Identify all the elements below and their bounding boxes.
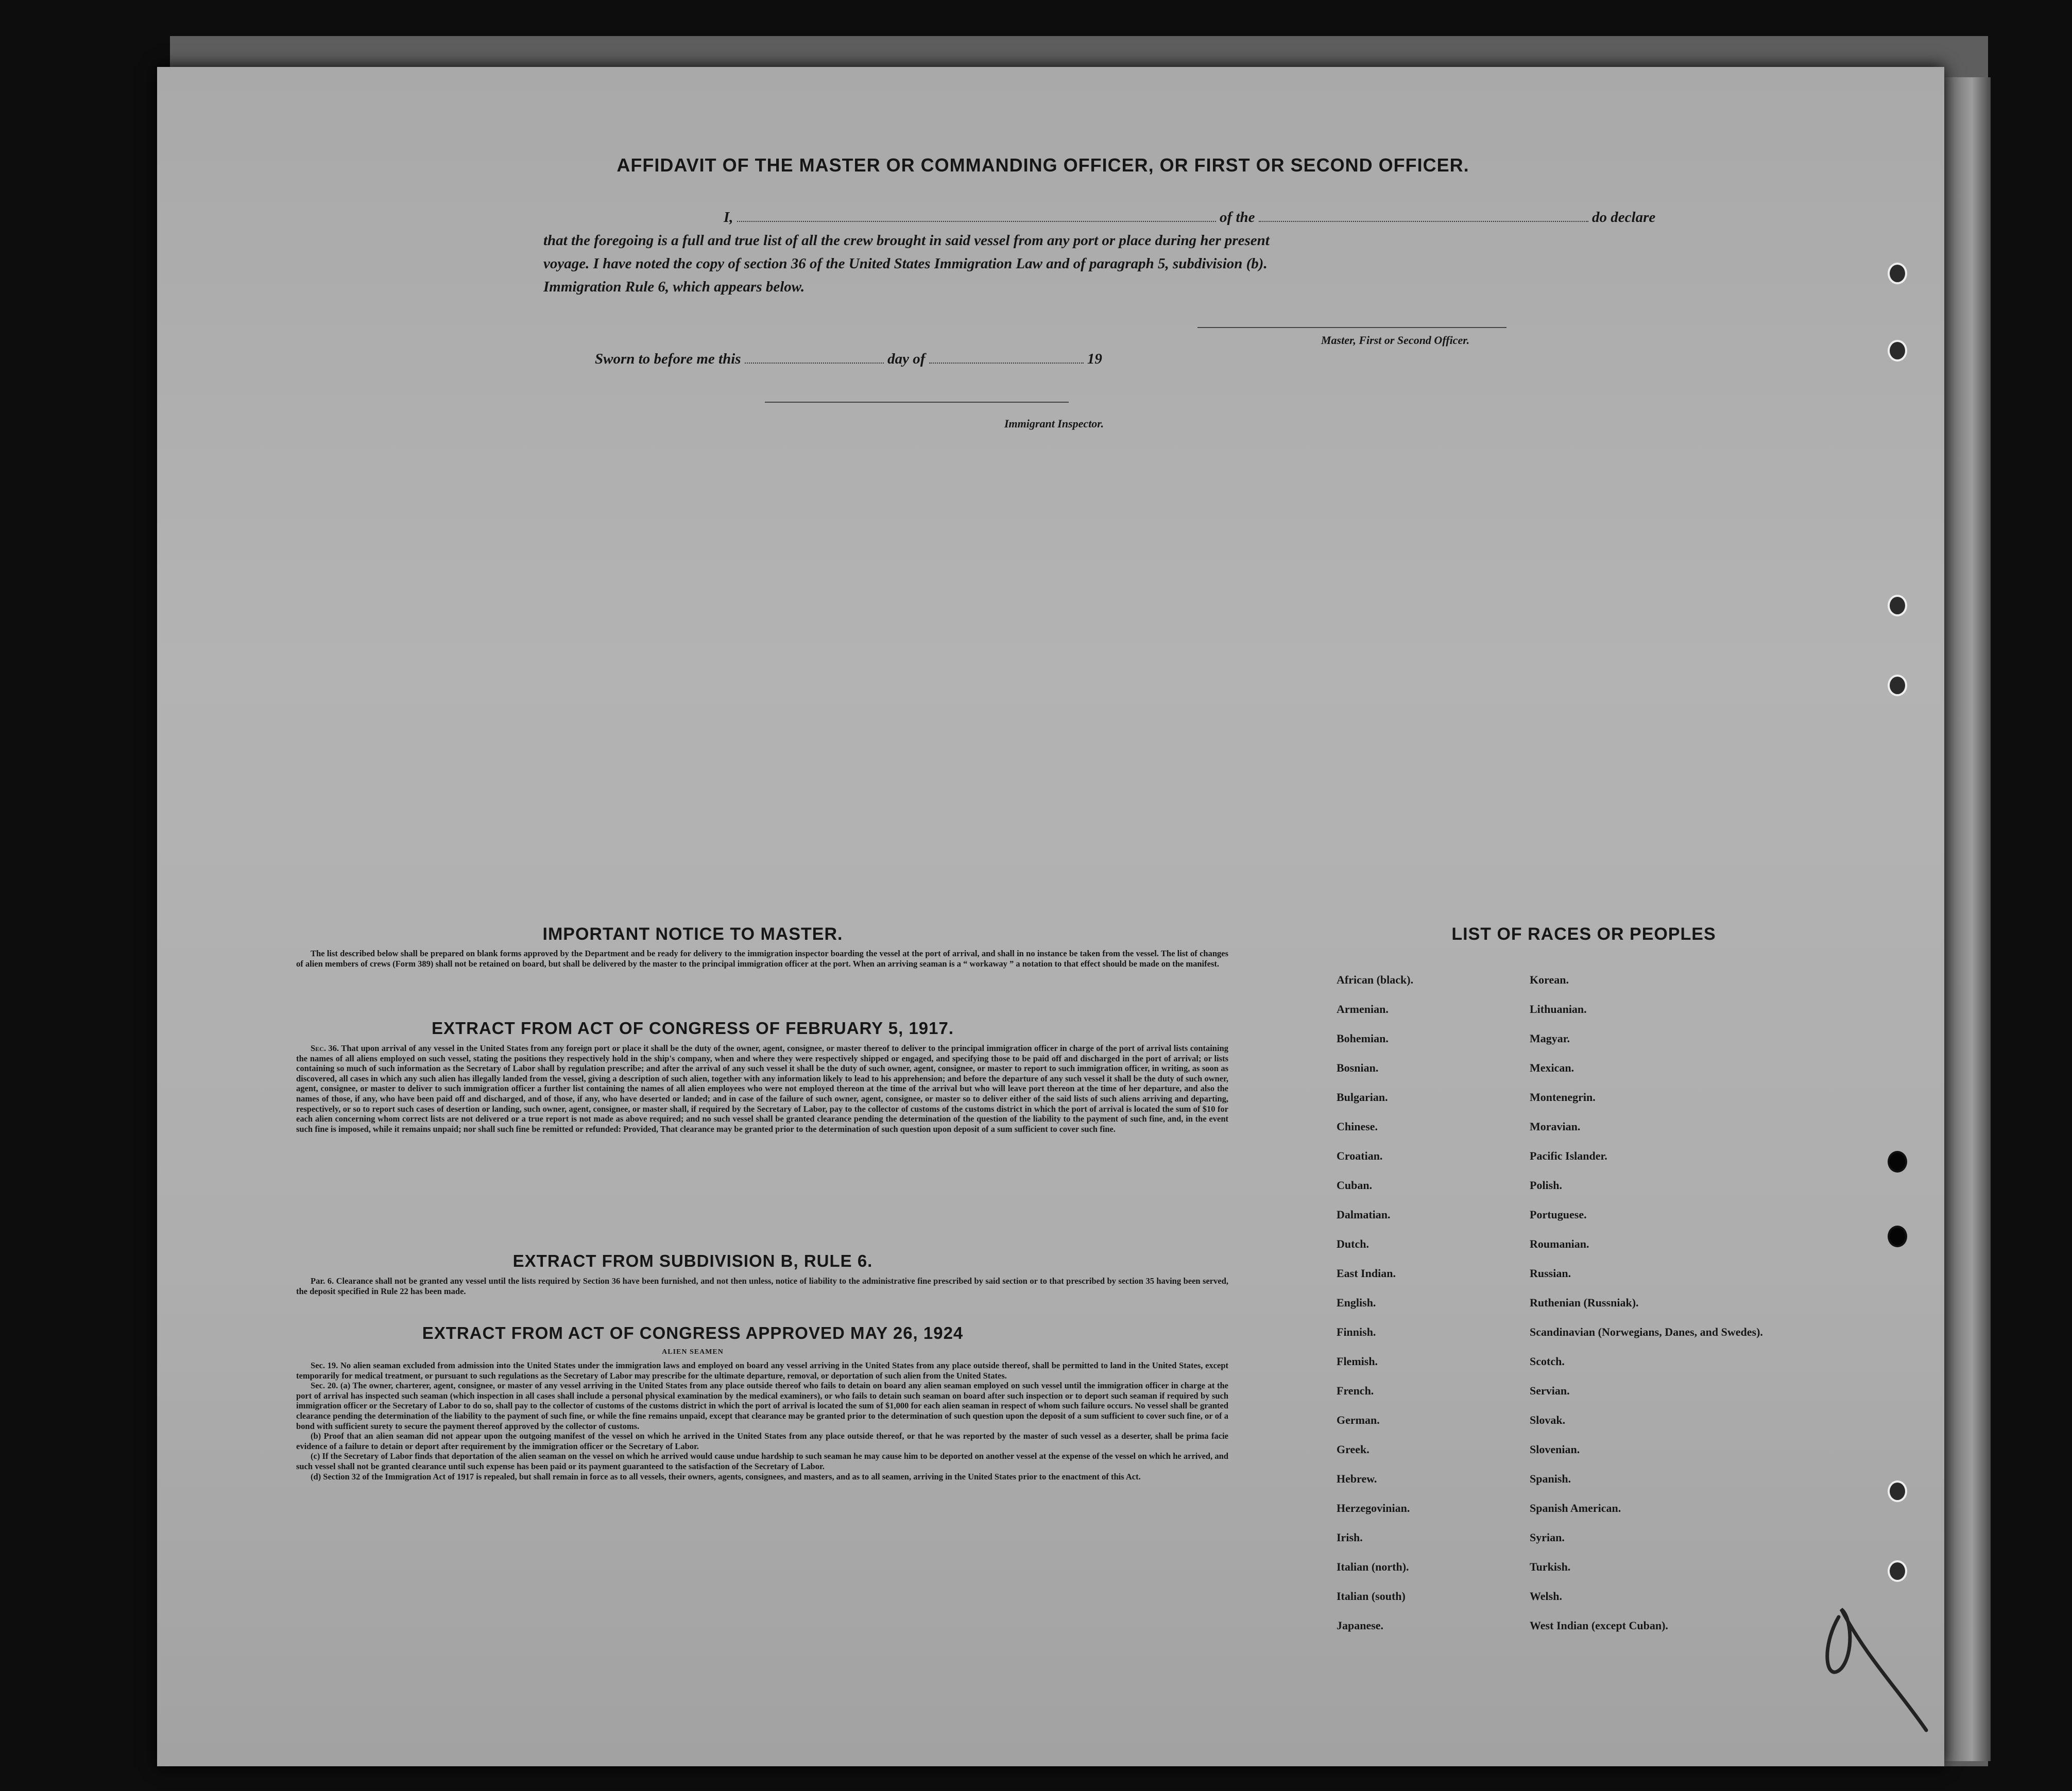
extract-rule6-title: EXTRACT FROM SUBDIVISION B, RULE 6. [512,1251,873,1270]
race-item: Magyar. [1530,1032,1570,1045]
sec-36-paragraph [296,1043,1228,1134]
race-item: Croatian. [1337,1149,1383,1162]
affidavit-line-3: voyage. I have noted the copy of section 36 of the United States Immigration Law and of paragraph 5, subdivision (b). [543,255,1268,272]
sworn-day-blank[interactable] [745,363,884,364]
race-item: German. [1337,1414,1380,1426]
extract-1924-title: EXTRACT FROM ACT OF CONGRESS APPROVED MAY 26, 1924 [422,1323,964,1342]
race-item: Servian. [1530,1384,1570,1397]
race-item: Korean. [1530,973,1569,986]
race-item: Welsh. [1530,1590,1562,1603]
race-item: Spanish. [1530,1472,1571,1485]
inspector-label: Immigrant Inspector. [1004,417,1104,430]
officer-signature-line[interactable] [1197,327,1506,328]
sec-36-text: That upon arrival of any vessel in the United States from any foreign port or place it shall be the duty of the owner, agent, consignee, or master thereof to deliver to the principal immigration officer in charge of the port of arrival lists containing the names of all aliens employed on such vessel, stating the positions they respectively hold in the ship's company, when and where they were respectively shipped or engaged, and specifying those to be paid off and discharged in the port of arrival; or lists containing so much of such information as the Secretary of Labor shall by regulation prescribe; and after the arrival of any such vessel it shall be the duty of such owner, agent, consignee, or master to report to such immigration officer, in writing, as soon as discovered, all cases in which any such alien has illegally landed from the vessel, giving a description of such alien, together with any information likely to lead to his apprehension; and before the departure of any such vessel it shall be the duty of such owner, agent, consignee, or master to deliver to such immigration officer a further list containing the names of all alien employees who were not employed thereon at the time of the arrival but who will leave port thereon at the time of her departure, and also the names of those, if any, who have been paid off and discharged, and of those, if any, who have deserted or landed; and in case of the failure of such owner, agent, consignee, or master so to deliver either of the said lists of such aliens arriving and departing, respectively, or so to report such cases of desertion or landing, such owner, agent, consignee, or master shall, if required by the Secretary of Labor, pay to the collector of customs of the customs district in which the port of arrival is located the sum of $10 for each alien concerning whom correct lists are not delivered or a true report is not made as above required; and no such vessel shall be granted clearance pending the determination of the question of the liability to the payment of such fine, and, in the event such fine is imposed, while it remains unpaid; nor shall such fine be remitted or refunded: Provided, That clearance may be granted prior to the determination of such question upon deposit of a sum sufficient to cover such fine. [296,1043,1228,1134]
sec-19-paragraph: Sec. 19. No alien seaman excluded from admission into the United States under the immigration laws and employed on board any vessel arriving in the United States from any place outside thereof, shall be permitted to land in the United States, except temporarily for medical treatment, or pursuant to such regulations as the Secretary of Labor may prescribe for the ultimate departure, removal, or deportation of such alien from the United States. [296,1361,1228,1381]
punch-hole [1888,1151,1907,1173]
race-item: Pacific Islander. [1530,1149,1607,1162]
races-left-column [1337,973,1553,1648]
affidavit-title: AFFIDAVIT OF THE MASTER OR COMMANDING OFFICER, OR FIRST OR SECOND OFFICER. [617,154,1469,176]
race-item: Scandinavian (Norwegians, Danes, and Swedes). [1530,1325,1763,1338]
affidavit-body [543,206,1702,299]
race-item: West Indian (except Cuban). [1530,1619,1668,1632]
inspector-signature-line[interactable] [765,402,1069,403]
vessel-blank[interactable] [1259,221,1588,222]
handwritten-mark [1810,1560,1934,1746]
punch-hole [1888,340,1907,361]
race-item: Polish. [1530,1179,1562,1192]
punch-hole [1888,595,1907,616]
race-item: Mexican. [1530,1061,1574,1074]
race-item: English. [1337,1296,1376,1309]
punch-hole [1888,263,1907,284]
extract-1917-title: EXTRACT FROM ACT OF CONGRESS OF FEBRUARY 5, 1917. [431,1019,954,1038]
race-item: Bohemian. [1337,1032,1389,1045]
race-item: African (black). [1337,973,1414,986]
race-item: Armenian. [1337,1003,1389,1015]
race-item: Slovenian. [1530,1443,1580,1456]
race-item: Turkish. [1530,1560,1571,1573]
race-item: Japanese. [1337,1619,1384,1632]
race-item: Ruthenian (Russniak). [1530,1296,1639,1309]
race-item: Montenegrin. [1530,1091,1596,1104]
affidavit-declare: do declare [1592,209,1656,226]
race-item: Syrian. [1530,1531,1565,1544]
affidavit-of-the: of the [1220,209,1255,226]
race-item: Roumanian. [1530,1237,1589,1250]
race-item: Cuban. [1337,1179,1373,1192]
year-text: 19 [1087,351,1102,367]
page-stack-edge [1944,77,1991,1761]
sec-36-label: Sec. 36. [311,1043,339,1053]
sec-20d-paragraph: (d) Section 32 of the Immigration Act of 1917 is repealed, but shall remain in force as to all vessels, their owners, agents, consignees, and masters, and as to all seamen, arriving in the United States prior to the enactment of this Act. [311,1471,1141,1482]
rule6-paragraph: Par. 6. Clearance shall not be granted any vessel until the lists required by Section 36 have been furnished, and not then unless, notice of liability to the administrative fine prescribed by said section or to that prescribed by section 35 having been served, the deposit specified in Rule 22 has been made. [296,1276,1228,1296]
sworn-text: Sworn to before me this [595,351,741,367]
affidavit-line-2: that the foregoing is a full and true list of all the crew brought in said vessel from any port or place during her present [543,232,1270,249]
extract-1917-body [296,1043,1228,1134]
day-of-text: day of [887,351,926,367]
race-item: Russian. [1530,1267,1571,1280]
races-title: LIST OF RACES OR PEOPLES [1451,924,1716,944]
race-item: Herzegovinian. [1337,1502,1410,1514]
race-item: Portuguese. [1530,1208,1587,1221]
race-item: Scotch. [1530,1355,1565,1368]
sworn-month-blank[interactable] [929,363,1084,364]
sec-20a-paragraph: Sec. 20. (a) The owner, charterer, agent, consignee, or master of any vessel arriving in the United States from any place outside thereof who fails to detain on board any alien seaman employed on such vessel until the immigration officer in charge at the port of arrival has inspected such seaman (which inspection in all cases shall include a personal physical examination by the medical examiners), or who fails to detain such seaman on board after such inspection or to deport such seaman if required by such immigration officer or the Secretary of Labor to do so, shall pay to the collector of customs of the customs district in which the port of arrival is located the sum of $1,000 for each alien seaman in respect of whom such failure occurs. No vessel shall be granted clearance pending the determination of the liability to the payment of such fine, or while the fine remains unpaid, except that clearance may be granted prior to the determination of such question upon the deposit of a sum sufficient to cover such fine, or of a bond with sufficient surety to secure the payment thereof approved by the collector of customs. [296,1381,1228,1431]
affidavit-line-1 [543,206,1702,229]
race-item: Flemish. [1337,1355,1378,1368]
race-item: Moravian. [1530,1120,1581,1133]
name-blank[interactable] [737,221,1216,222]
race-item: East Indian. [1337,1267,1396,1280]
race-item: Slovak. [1530,1414,1566,1426]
race-item: Irish. [1337,1531,1363,1544]
race-item: Italian (north). [1337,1560,1409,1573]
alien-seamen-subtitle: ALIEN SEAMEN [662,1348,724,1356]
notice-paragraph: The list described below shall be prepared on blank forms approved by the Department and be ready for delivery to the immigration inspector boarding the vessel at the port of arrival, and shall in no instance be taken from the vessel. The list of changes of alien members of crews (Form 389) shall not be retained on board, but shall be delivered by the master to the principal immigration officer at the port. When an arriving seaman is a “ workaway ” a notation to that effect should be made on the manifest. [296,949,1228,969]
race-item: Chinese. [1337,1120,1378,1133]
race-item: Bosnian. [1337,1061,1379,1074]
notice-title: IMPORTANT NOTICE TO MASTER. [542,924,843,944]
punch-hole [1888,1480,1907,1502]
race-item: Spanish American. [1530,1502,1621,1514]
race-item: Hebrew. [1337,1472,1377,1485]
document-sheet [157,67,1944,1766]
race-item: Greek. [1337,1443,1369,1456]
race-item: Lithuanian. [1530,1003,1587,1015]
sec-20c-paragraph: (c) If the Secretary of Labor finds that deportation of the alien seaman on the vessel on which he arrived would cause undue hardship to such seaman he may cause him to be deported on another vessel at the expense of the vessel on which he arrived, and such vessel shall not be granted clearance until such expense has been paid or its payment guaranteed to the satisfaction of the Secretary of Labor. [296,1451,1228,1471]
extract-1924-body [296,1361,1228,1482]
race-item: French. [1337,1384,1374,1397]
race-item: Dalmatian. [1337,1208,1391,1221]
sworn-line [595,348,1367,371]
extract-rule6-body [296,1276,1228,1296]
race-item: Bulgarian. [1337,1091,1388,1104]
punch-hole [1888,1226,1907,1247]
races-right-column [1530,973,1797,1648]
affidavit-line-4: Immigration Rule 6, which appears below. [543,279,805,295]
sec-20b-paragraph: (b) Proof that an alien seaman did not appear upon the outgoing manifest of the vessel on which he arrived in the United States from any place outside thereof, or that he was reported by the master of such vessel as a deserter, shall be prima facie evidence of a failure to detain or deport after requirement by the immigration officer or the Secretary of Labor. [296,1431,1228,1451]
race-item: Italian (south) [1337,1590,1406,1603]
officer-label: Master, First or Second Officer. [1321,334,1470,347]
affidavit-i: I, [724,209,733,226]
race-item: Dutch. [1337,1237,1369,1250]
notice-text [296,949,1228,969]
punch-hole [1888,675,1907,696]
race-item: Finnish. [1337,1325,1376,1338]
